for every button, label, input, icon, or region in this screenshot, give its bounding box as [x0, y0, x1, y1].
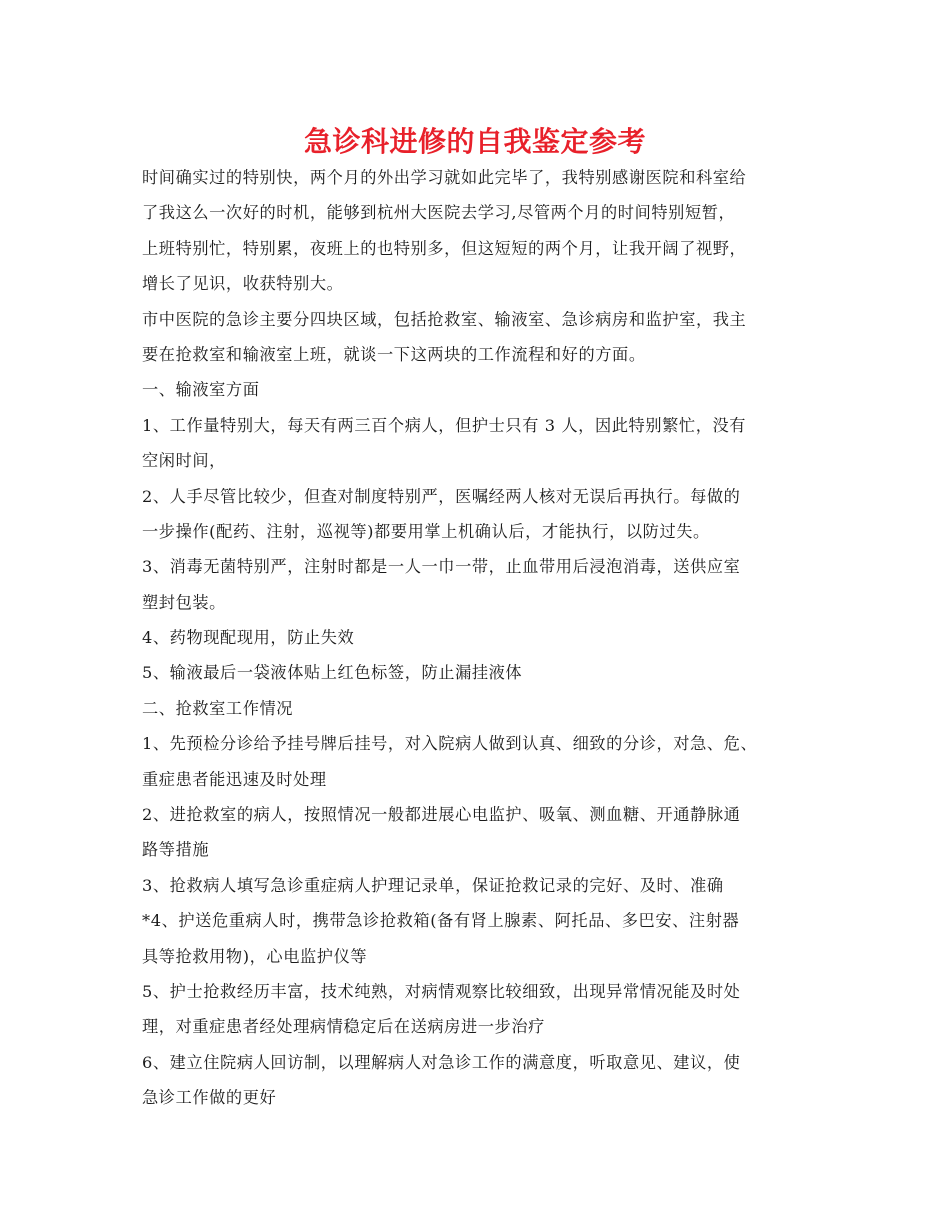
text-line: 塑封包装。 — [142, 592, 226, 612]
text-line: 理，对重症患者经处理病情稳定后在送病房进一步治疗 — [142, 1017, 545, 1037]
text-line: 空闲时间， — [142, 451, 226, 471]
text-line: 5、护士抢救经历丰富，技术纯熟，对病情观察比较细致，出现异常情况能及时处 — [142, 981, 741, 1001]
text-line: 2、人手尽管比较少，但查对制度特别严，医嘱经两人核对无误后再执行。每做的 — [142, 486, 741, 506]
document-body — [142, 160, 832, 1116]
text-line: 重症患者能迅速及时处理 — [142, 769, 327, 789]
text-line: 一步操作(配药、注射，巡视等)都要用掌上机确认后，才能执行，以防过失。 — [142, 521, 710, 541]
text-line: 市中医院的急诊主要分四块区域，包括抢救室、输液室、急诊病房和监护室，我主 — [142, 309, 747, 329]
section-heading: 一、输液室方面 — [142, 380, 260, 400]
text-line: *4、护送危重病人时，携带急诊抢救箱(备有肾上腺素、阿托品、多巴安、注射器 — [142, 911, 740, 931]
document-title: 急诊科进修的自我鉴定参考 — [303, 125, 646, 158]
text-line: 增长了见识，收获特别大。 — [142, 274, 344, 294]
text-line: 4、药物现配现用，防止失效 — [142, 628, 355, 648]
text-line: 3、抢救病人填写急诊重症病人护理记录单，保证抢救记录的完好、及时、准确 — [142, 875, 724, 895]
text-line: 具等抢救用物)，心电监护仪等 — [142, 946, 368, 966]
text-line: 上班特别忙，特别累，夜班上的也特别多，但这短短的两个月，让我开阔了视野， — [142, 238, 747, 258]
text-line: 时间确实过的特别快，两个月的外出学习就如此完毕了，我特别感谢医院和科室给 — [142, 168, 747, 187]
text-line: 2、进抢救室的病人，按照情况一般都进展心电监护、吸氧、测血糖、开通静脉通 — [142, 805, 741, 825]
text-line: 路等措施 — [142, 840, 210, 860]
text-line: 5、输液最后一袋液体贴上红色标签，防止漏挂液体 — [142, 663, 523, 683]
text-line: 6、建立住院病人回访制，以理解病人对急诊工作的满意度，听取意见、建议，使 — [142, 1052, 741, 1072]
text-line: 要在抢救室和输液室上班，就谈一下这两块的工作流程和好的方面。 — [142, 344, 646, 364]
text-line: 3、消毒无菌特别严，注射时都是一人一巾一带，止血带用后浸泡消毒，送供应室 — [142, 557, 741, 577]
text-line: 急诊工作做的更好 — [142, 1088, 277, 1108]
text-line: 1、先预检分诊给予挂号牌后挂号，对入院病人做到认真、细致的分诊，对急、危、 — [142, 734, 758, 754]
text-line: 1、工作量特别大，每天有两三百个病人，但护士只有 3 人，因此特别繁忙，没有 — [142, 415, 747, 435]
text-line: 了我这么一次好的时机，能够到杭州大医院去学习,尽管两个月的时间特别短暂， — [142, 203, 736, 223]
section-heading: 二、抢救室工作情况 — [142, 698, 294, 718]
